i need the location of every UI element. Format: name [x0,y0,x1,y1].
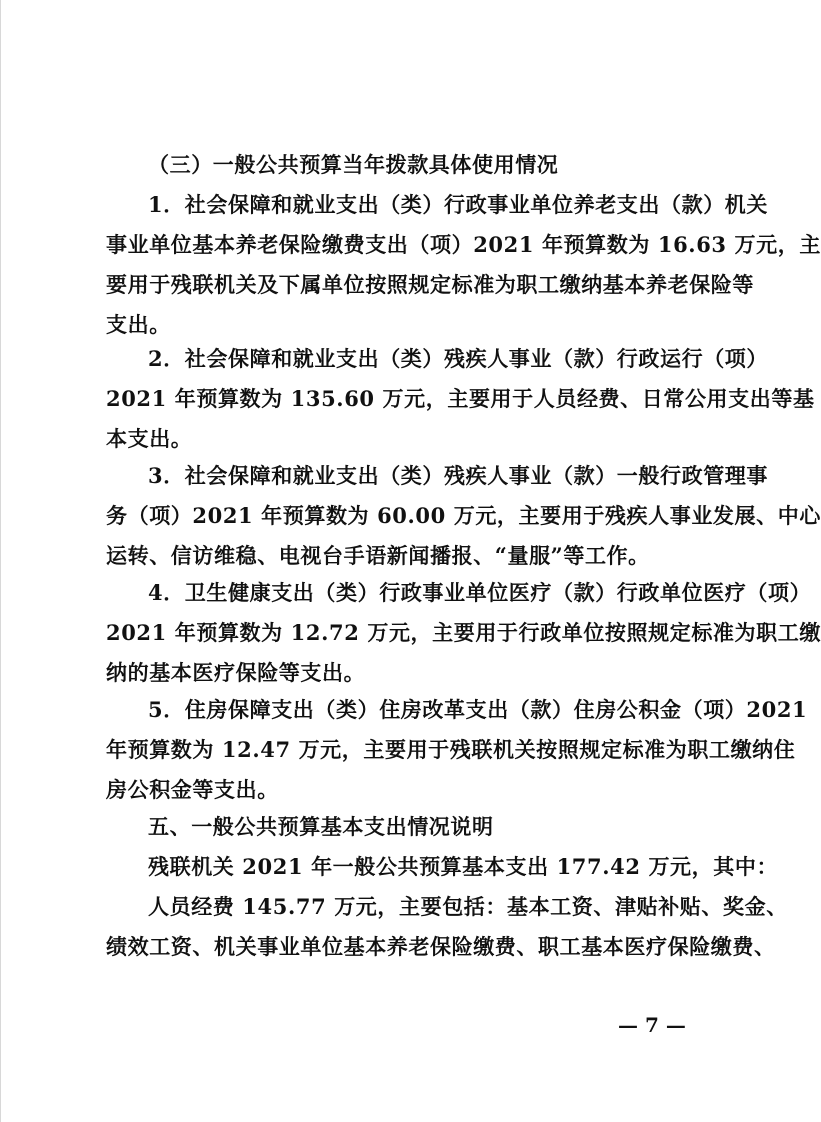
item-4-line-2: 2021 年预算数为 12.72 万元，主要用于行政单位按照规定标准为职工缴 [106,620,821,645]
item-2-line-2: 2021 年预算数为 135.60 万元，主要用于人员经费、日常公用支出等基 [106,386,815,411]
personnel-paragraph [106,887,788,967]
item-5-line-1: 5．住房保障支出（类）住房改革支出（款）住房公积金（项）2021 [148,697,808,722]
section-heading-text: （三）一般公共预算当年拨款具体使用情况 [148,152,559,177]
item-1-line-2: 事业单位基本养老保险缴费支出（项）2021 年预算数为 16.63 万元，主 [106,232,821,257]
item-3-line-3: 运转、信访维稳、电视台手语新闻播报、“量服”等工作。 [106,543,650,568]
item-3 [106,456,821,576]
item-4 [106,573,821,693]
chapter-heading [106,807,740,847]
item-5-line-2: 年预算数为 12.47 万元，主要用于残联机关按照规定标准为职工缴纳住 [106,737,796,762]
item-2-line-1: 2．社会保障和就业支出（类）残疾人事业（款）行政运行（项） [148,346,769,371]
item-4-line-1: 4．卫生健康支出（类）行政事业单位医疗（款）行政单位医疗（项） [148,580,812,605]
item-1-line-4: 支出。 [106,312,171,337]
personnel-line-2: 绩效工资、机关事业单位基本养老保险缴费、职工基本医疗保险缴费、 [106,934,776,959]
item-1-line-3: 要用于残联机关及下属单位按照规定标准为职工缴纳基本养老保险等 [106,272,754,297]
item-3-line-1: 3．社会保障和就业支出（类）残疾人事业（款）一般行政管理事 [148,463,769,488]
chapter-heading-text: 五、一般公共预算基本支出情况说明 [148,815,494,839]
personnel-line-1: 人员经费 145.77 万元，主要包括：基本工资、津贴补贴、奖金、 [148,894,788,919]
section-heading [106,145,740,185]
item-5 [106,690,808,810]
summary-paragraph [106,847,779,887]
page-edge [0,0,1,1122]
item-1 [106,185,821,345]
item-5-line-3: 房公积金等支出。 [106,777,279,802]
item-4-line-3: 纳的基本医疗保险等支出。 [106,660,366,685]
page-number: — 7 — [618,1013,686,1037]
item-2 [106,339,815,459]
item-2-line-3: 本支出。 [106,426,193,451]
item-1-line-1: 1．社会保障和就业支出（类）行政事业单位养老支出（款）机关 [148,192,769,217]
item-3-line-2: 务（项）2021 年预算数为 60.00 万元，主要用于残疾人事业发展、中心 [106,503,821,528]
summary-line: 残联机关 2021 年一般公共预算基本支出 177.42 万元，其中： [148,854,779,879]
